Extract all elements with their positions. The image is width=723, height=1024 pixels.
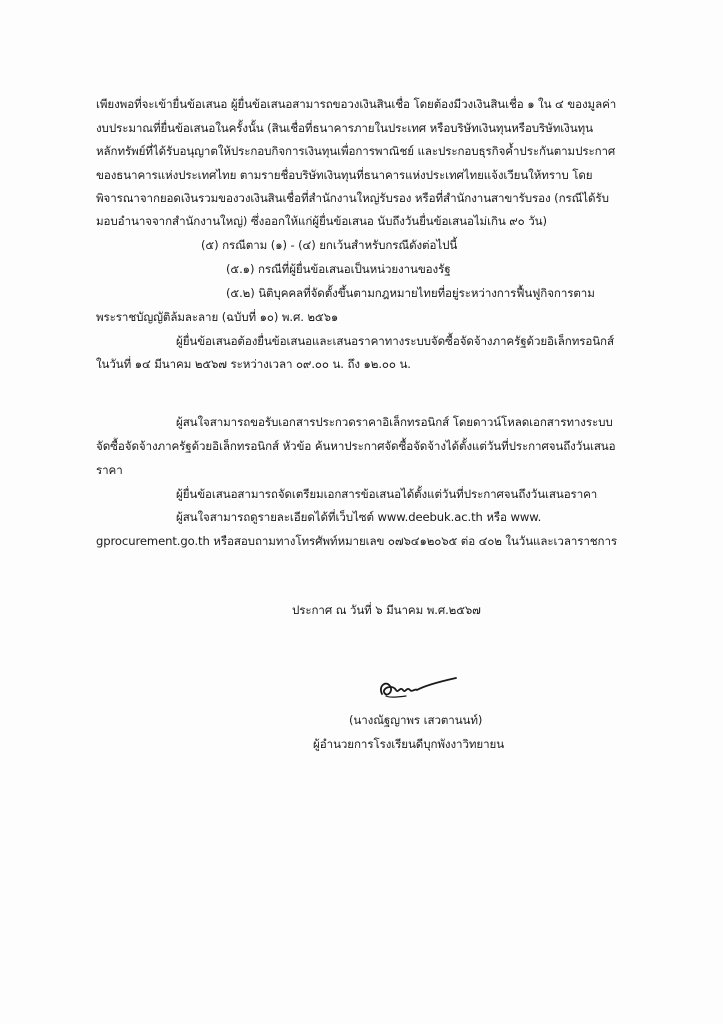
item-5-1: (๕.๑) กรณีที่ผู้ยื่นข้อเสนอเป็นหน่วยงานของรัฐ [226,262,451,276]
download-line: ราคา [96,463,123,477]
prepare-line: ผู้ยื่นข้อเสนอสามารถจัดเตรียมเอกสารข้อเสนอได้ตั้งแต่วันที่ประกาศจนถึงวันเสนอราคา [176,487,598,501]
paragraph-line: งบประมาณที่ยื่นข้อเสนอในครั้งนั้น (สินเชื่อที่ธนาคารภายในประเทศ หรือบริษัทเงินทุนหรือบริษัทเงินทุน [96,121,593,135]
contact-line: ผู้สนใจสามารถดูรายละเอียดได้ที่เว็บไซต์ www.deebuk.ac.th หรือ www. [176,510,542,524]
download-line: ผู้สนใจสามารถขอรับเอกสารประกวดราคาอิเล็กทรอนิกส์ โดยดาวน์โหลดเอกสารทางระบบ [176,415,613,429]
signer-name: (นางณัฐญาพร เสวตานนท์) [349,713,483,727]
paragraph-line: มอบอำนาจจากสำนักงานใหญ่) ซึ่งออกให้แก่ผู้ยื่นข้อเสนอ นับถึงวันยื่นข้อเสนอไม่เกิน ๙๐ วัน) [96,214,547,228]
signature [372,672,462,706]
paragraph-line: ของธนาคารแห่งประเทศไทย ตามรายชื่อบริษัทเงินทุนที่ธนาคารแห่งประเทศไทยแจ้งเวียนให้ทราบ โดย [96,168,593,182]
announce-date: ประกาศ ณ วันที่ ๖ มีนาคม พ.ศ.๒๕๖๗ [292,603,481,617]
contact-line: gprocurement.go.th หรือสอบถามทางโทรศัพท์หมายเลข ๐๗๖๔๑๒๐๖๕ ต่อ ๔๐๒ ในวันและเวลาราชการ [96,534,617,548]
paragraph-line: หลักทรัพย์ที่ได้รับอนุญาตให้ประกอบกิจการเงินทุนเพื่อการพาณิชย์ และประกอบธุรกิจค้ำประกันตามประกาศ [96,144,616,158]
paragraph-line: เพียงพอที่จะเข้ายื่นข้อเสนอ ผู้ยื่นข้อเสนอสามารถขอวงเงินสินเชื่อ โดยต้องมีวงเงินสินเชื่อ ๑ ใน ๔ ของมูลค่า [96,97,617,111]
item-5-2: (๕.๒) นิติบุคคลที่จัดตั้งขึ้นตามกฎหมายไทยที่อยู่ระหว่างการฟื้นฟูกิจการตาม [226,286,595,300]
signer-title: ผู้อำนวยการโรงเรียนดีบุกพังงาวิทยายน [313,737,505,751]
submission-line: ในวันที่ ๑๔ มีนาคม ๒๕๖๗ ระหว่างเวลา ๐๙.๐๐ น. ถึง ๑๒.๐๐ น. [96,357,411,371]
item-5: (๕) กรณีตาม (๑) - (๔) ยกเว้นสำหรับกรณีดังต่อไปนี้ [201,238,458,252]
submission-line: ผู้ยื่นข้อเสนอต้องยื่นข้อเสนอและเสนอราคาทางระบบจัดซื้อจัดจ้างภาครัฐด้วยอิเล็กทรอนิกส์ [176,334,614,348]
paragraph-line: พิจารณาจากยอดเงินรวมของวงเงินสินเชื่อที่สำนักงานใหญ่รับรอง หรือที่สำนักงานสาขารับรอง (กรณีได้รับ [96,191,609,205]
item-5-2-continued: พระราชบัญญัติล้มละลาย (ฉบับที่ ๑๐) พ.ศ. ๒๕๖๑ [96,310,339,324]
download-line: จัดซื้อจัดจ้างภาครัฐด้วยอิเล็กทรอนิกส์ หัวข้อ ค้นหาประกาศจัดซื้อจัดจ้างได้ตั้งแต่วันที่ประกาศจนถึงวันเสนอ [96,439,616,453]
